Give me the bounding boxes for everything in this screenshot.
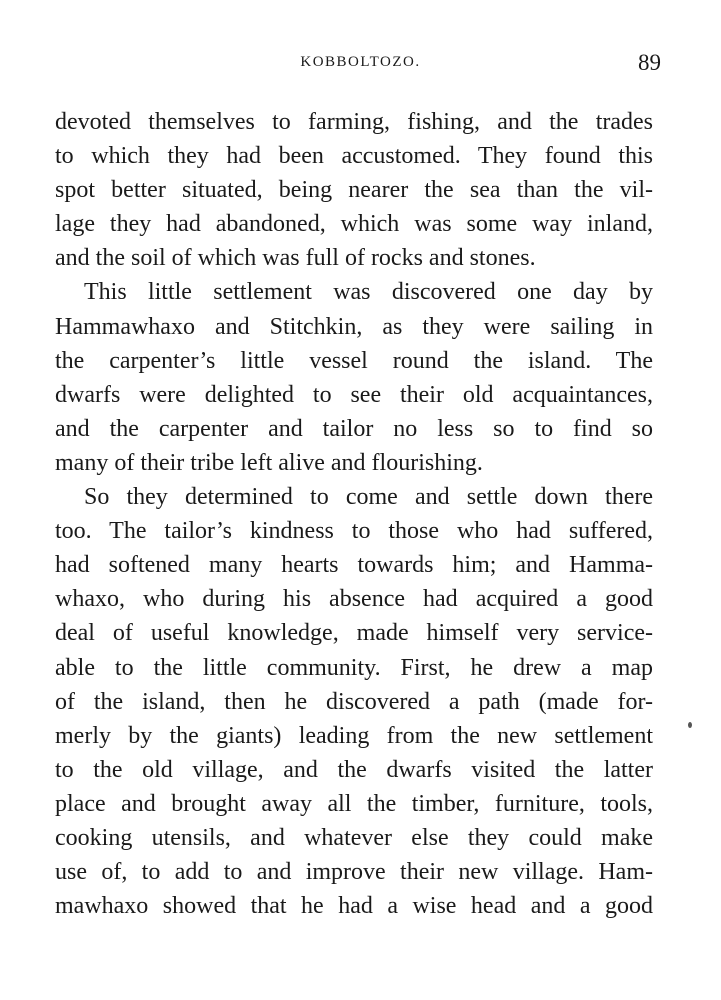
text-line: Hammawhaxo and Stitchkin, as they were sailing in bbox=[55, 313, 653, 340]
text-line: devoted themselves to farming, fishing, and the trades bbox=[55, 109, 653, 135]
text-line: So they determined to come and settle down there bbox=[84, 484, 653, 511]
text-line: merly by the giants) leading from the new settlement bbox=[55, 722, 653, 749]
text-line: the carpenter’s little vessel round the island. The bbox=[55, 347, 653, 374]
text-line: dwarfs were delighted to see their old acquaintances, bbox=[55, 381, 653, 408]
text-line: had softened many hearts towards him; and Hamma- bbox=[55, 552, 653, 579]
text-line: use of, to add to and improve their new village. Ham- bbox=[55, 859, 653, 886]
text-line: cooking utensils, and whatever else they could make bbox=[55, 824, 653, 851]
text-line: of the island, then he discovered a path (made for- bbox=[55, 688, 653, 715]
text-line: and the carpenter and tailor no less so to find so bbox=[55, 415, 653, 442]
text-line: and the soil of which was full of rocks and stones. bbox=[55, 245, 536, 272]
text-line: to the old village, and the dwarfs visited the latter bbox=[55, 756, 653, 783]
text-line: whaxo, who during his absence had acquired a good bbox=[55, 586, 653, 613]
running-head bbox=[0, 50, 721, 80]
text-line: mawhaxo showed that he had a wise head and a good bbox=[55, 893, 653, 920]
text-line: able to the little community. First, he drew a map bbox=[55, 654, 653, 681]
page-number: 89 bbox=[638, 50, 661, 75]
text-line: spot better situated, being nearer the sea than the vil- bbox=[55, 177, 653, 204]
text-line: to which they had been accustomed. They found this bbox=[55, 143, 653, 170]
text-line: place and brought away all the timber, furniture, tools, bbox=[55, 790, 653, 817]
text-line: This little settlement was discovered one day by bbox=[84, 279, 653, 306]
ink-speck bbox=[688, 722, 692, 728]
text-line: deal of useful knowledge, made himself very service- bbox=[55, 620, 653, 647]
running-title: KOBBOLTOZO. bbox=[300, 54, 421, 70]
body-text bbox=[55, 105, 653, 923]
text-line: many of their tribe left alive and flourishing. bbox=[55, 449, 483, 476]
text-line: lage they had abandoned, which was some way inland, bbox=[55, 211, 653, 238]
text-line: too. The tailor’s kindness to those who had suffered, bbox=[55, 518, 653, 545]
